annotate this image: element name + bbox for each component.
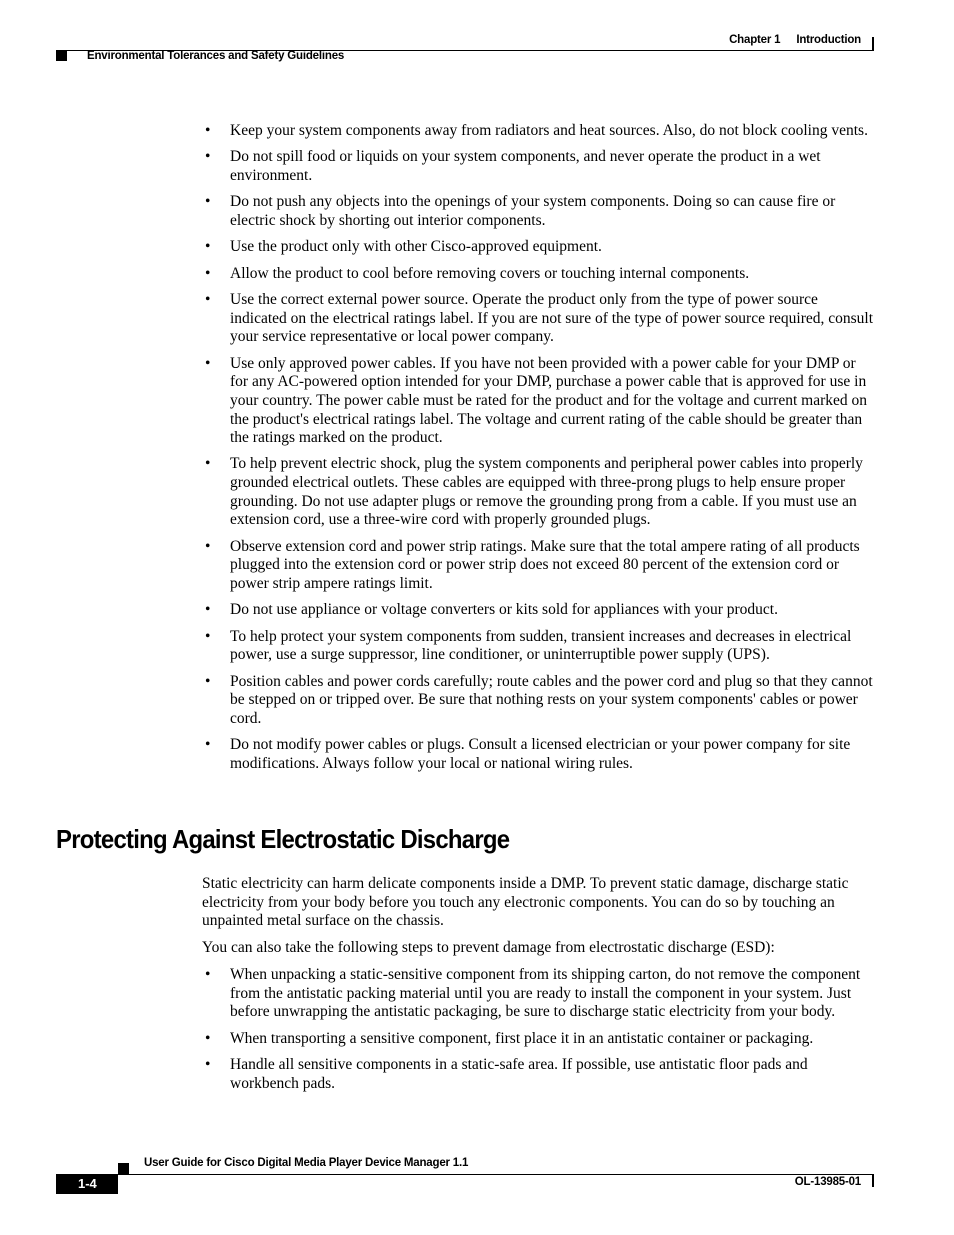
bullet-icon: • bbox=[205, 966, 211, 983]
safety-guideline-item bbox=[205, 736, 875, 773]
list-item-text: Position cables and power cords carefully; route cables and the power cord and plug so that they cannot be stepped on or tripped over. Be sure that nothing rests on your system components' cables or power cord. bbox=[230, 672, 873, 727]
safety-guideline-item bbox=[205, 355, 875, 448]
safety-guideline-item bbox=[205, 538, 875, 594]
esd-intro-paragraph: Static electricity can harm delicate components inside a DMP. To prevent static damage, discharge static electricity from your body before you touch any electronic components. You can do so by touching an unpainted metal surface on the chassis. bbox=[202, 875, 849, 930]
list-item-text: Use only approved power cables. If you have not been provided with a power cable for your DMP or for any AC-powered option intended for your DMP, purchase a power cable that is approved for use in your country. The power cable must be rated for the product and for the voltage and current marked on the product's electrical ratings label. The voltage and current rating of the cable should be greater than the ratings marked on the product. bbox=[230, 354, 867, 447]
bullet-icon: • bbox=[205, 354, 211, 372]
bullet-icon: • bbox=[205, 1029, 211, 1047]
list-item-text: When unpacking a static-sensitive component from its shipping carton, do not remove the component from the antistatic packing material until you are ready to install the component in your system. Just before unwrapping the antistatic packaging, be sure to discharge static electricity from your body. bbox=[230, 966, 861, 1021]
bullet-icon: • bbox=[205, 291, 211, 309]
list-item-text: Do not use appliance or voltage converters or kits sold for appliances with your product. bbox=[230, 601, 778, 619]
bullet-icon: • bbox=[205, 1055, 211, 1073]
safety-guideline-item bbox=[205, 193, 875, 230]
footer-marker bbox=[118, 1163, 129, 1174]
list-item-text: When transporting a sensitive component, first place it in an antistatic container or packaging. bbox=[230, 1029, 814, 1047]
safety-guideline-item bbox=[205, 455, 875, 529]
list-item-text: Do not modify power cables or plugs. Consult a licensed electrician or your power company for site modifications. Always follow your local or national wiring rules. bbox=[230, 736, 851, 772]
chapter-title: Introduction bbox=[796, 34, 861, 46]
bullet-icon: • bbox=[205, 601, 211, 619]
list-item-text: Keep your system components away from radiators and heat sources. Also, do not block cooling vents. bbox=[230, 122, 868, 139]
esd-step-item bbox=[205, 966, 875, 1022]
safety-guideline-item bbox=[205, 148, 875, 185]
bullet-icon: • bbox=[205, 148, 211, 166]
list-item-text: Use the product only with other Cisco-approved equipment. bbox=[230, 238, 602, 256]
bullet-icon: • bbox=[205, 193, 211, 211]
document-number: OL-13985-01 bbox=[794, 1176, 861, 1188]
safety-guideline-item bbox=[205, 673, 875, 729]
running-header-section: Environmental Tolerances and Safety Guidelines bbox=[87, 50, 345, 62]
running-header-chapter bbox=[729, 34, 861, 46]
section-heading: Protecting Against Electrostatic Discharge bbox=[56, 824, 510, 854]
list-item-text: Handle all sensitive components in a static-safe area. If possible, use antistatic floor pads and workbench pads. bbox=[230, 1055, 808, 1092]
list-item-text: Do not spill food or liquids on your system components, and never operate the product in a wet environment. bbox=[230, 148, 821, 184]
esd-steps-paragraph: You can also take the following steps to prevent damage from electrostatic discharge (ESD): bbox=[202, 939, 775, 956]
bullet-icon: • bbox=[205, 736, 211, 754]
esd-step-item bbox=[205, 1030, 875, 1049]
bullet-icon: • bbox=[205, 264, 211, 282]
list-item-text: Use the correct external power source. Operate the product only from the type of power source indicated on the electrical ratings label. If you are not sure of the type of power source required, consult your service representative or local power company. bbox=[230, 291, 874, 346]
page-number: 1-4 bbox=[78, 1176, 97, 1191]
safety-guideline-item bbox=[205, 238, 875, 257]
bullet-icon: • bbox=[205, 672, 211, 690]
header-marker bbox=[56, 51, 67, 61]
bullet-icon: • bbox=[205, 455, 211, 473]
header-vertical-rule bbox=[872, 37, 874, 50]
list-item-text: To help prevent electric shock, plug the system components and peripheral power cables into properly grounded electrical outlets. These cables are equipped with three-prong plugs to help ensure proper grounding. Do not use adapter plugs or remove the grounding prong from a cable. If you must use an extension cord, use a three-wire cord with properly grounded plugs. bbox=[230, 455, 863, 529]
list-item-text: Allow the product to cool before removing covers or touching internal components. bbox=[230, 264, 750, 282]
footer-rule bbox=[118, 1174, 874, 1175]
safety-guideline-item bbox=[205, 291, 875, 347]
safety-guideline-item bbox=[205, 122, 875, 141]
safety-guidelines-list bbox=[205, 122, 875, 781]
footer-guide-title: User Guide for Cisco Digital Media Player Device Manager 1.1 bbox=[144, 1157, 469, 1169]
bullet-icon: • bbox=[205, 238, 211, 256]
safety-guideline-item bbox=[205, 601, 875, 620]
esd-steps-list bbox=[205, 966, 875, 1101]
bullet-icon: • bbox=[205, 122, 211, 139]
list-item-text: To help protect your system components from sudden, transient increases and decreases in electrical power, use a surge suppressor, line conditioner, or uninterruptible power supply (UPS). bbox=[230, 627, 852, 664]
list-item-text: Do not push any objects into the openings of your system components. Doing so can cause fire or electric shock by shorting out interior components. bbox=[230, 193, 836, 229]
list-item-text: Observe extension cord and power strip ratings. Make sure that the total ampere rating of all products plugged into the extension cord or power strip does not exceed 80 percent of the extension cord or power strip ampere ratings limit. bbox=[230, 537, 860, 592]
bullet-icon: • bbox=[205, 627, 211, 645]
footer-vertical-rule bbox=[872, 1175, 874, 1187]
esd-step-item bbox=[205, 1056, 875, 1093]
safety-guideline-item bbox=[205, 265, 875, 284]
safety-guideline-item bbox=[205, 628, 875, 665]
bullet-icon: • bbox=[205, 537, 211, 555]
chapter-label: Chapter 1 bbox=[729, 34, 781, 46]
